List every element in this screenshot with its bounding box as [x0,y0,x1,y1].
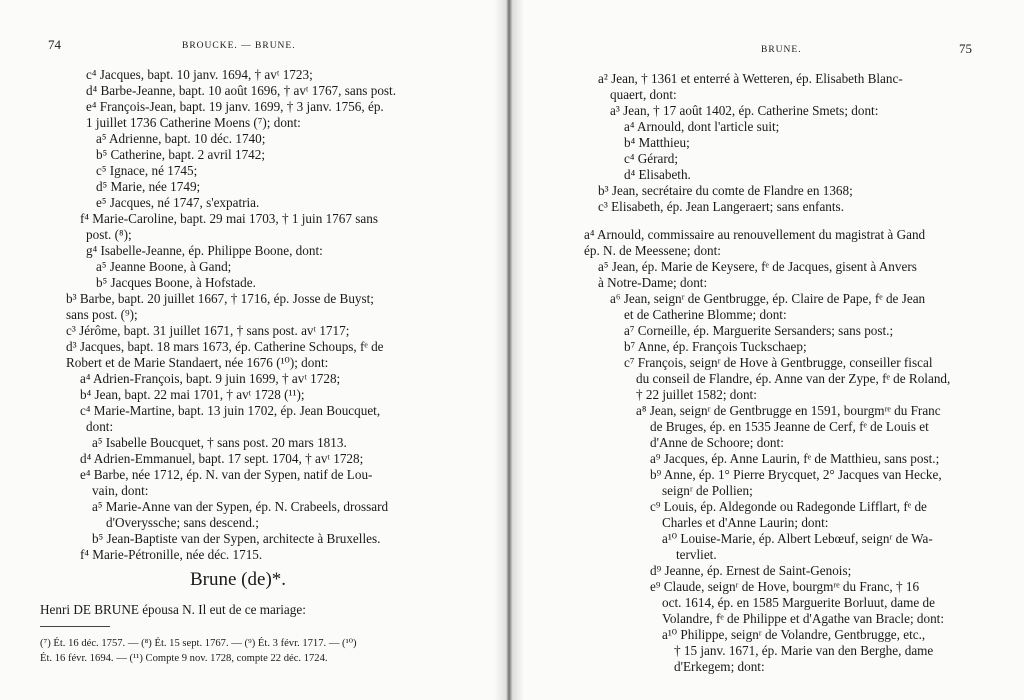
text-line: b⁵ Jean-Baptiste van der Sypen, architecte à Bruxelles. [92,531,381,546]
text-line: quaert, dont: [610,87,677,102]
text-line: b³ Barbe, bapt. 20 juillet 1667, † 1716, ép. Josse de Buyst; [66,291,374,306]
text-line: b⁵ Jacques Boone, à Hofstade. [96,275,256,290]
text-line: dont: [86,419,114,434]
text-line: f⁴ Marie-Pétronille, née déc. 1715. [80,547,263,562]
text-line: c⁷ François, seignʳ de Hove à Gentbrugge, conseiller fiscal [624,355,933,370]
text-line: b⁴ Matthieu; [624,135,690,150]
text-line: a¹⁰ Louise-Marie, ép. Albert Lebœuf, seignʳ de Wa- [662,531,933,546]
text-line: a⁵ Adrienne, bapt. 10 déc. 1740; [96,131,266,146]
text-line: b⁴ Jean, bapt. 22 mai 1701, † avᵗ 1728 (¹¹); [80,387,305,402]
text-line: e⁵ Jacques, né 1747, s'expatria. [96,195,260,210]
text-line: a⁴ Adrien-François, bapt. 9 juin 1699, † avᵗ 1728; [80,371,341,386]
text-line: a⁵ Isabelle Boucquet, † sans post. 20 mars 1813. [92,435,347,450]
text-line: f⁴ Marie-Caroline, bapt. 29 mai 1703, † 1 juin 1767 sans [80,211,378,226]
text-line: b⁷ Anne, ép. François Tuckschaep; [624,339,807,354]
text-line: d⁹ Jeanne, ép. Ernest de Saint-Genois; [650,563,852,578]
text-line: c⁴ Gérard; [624,151,679,166]
text-line: d⁴ Elisabeth. [624,167,691,182]
text-line: vain, dont: [92,483,149,498]
text-line: a⁷ Corneille, ép. Marguerite Sersanders; sans post.; [624,323,894,338]
text-line: à Notre-Dame; dont: [598,275,708,290]
text-line: seignʳ de Pollien; [662,483,753,498]
text-line: a⁵ Jean, ép. Marie de Keysere, fᵉ de Jacques, gisent à Anvers [598,259,917,274]
text-line: a⁴ Arnould, commissaire au renouvellement du magistrat à Gand [584,227,926,242]
text-line: ép. N. de Meessene; dont: [584,243,721,258]
text-line: tervliet. [676,547,717,562]
text-line: c⁹ Louis, ép. Aldegonde ou Radegonde Lifflart, fᵉ de [650,499,927,514]
text-line: e⁹ Claude, seignʳ de Hove, bourgmʳᵉ du Franc, † 16 [650,579,920,594]
text-line: a⁵ Marie-Anne van der Sypen, ép. N. Crabeels, drossard [92,499,389,514]
footnote-line: (⁷) Ét. 16 déc. 1757. — (⁸) Ét. 15 sept. 1767. — (⁹) Ét. 3 févr. 1717. — (¹⁰) [40,638,357,649]
text-line: Charles et d'Anne Laurin; dont: [662,515,829,530]
text-line: a² Jean, † 1361 et enterré à Wetteren, ép. Elisabeth Blanc- [598,71,903,86]
text-line: 1 juillet 1736 Catherine Moens (⁷); dont: [86,115,301,130]
text-line: † 22 juillet 1582; dont: [636,387,757,402]
text-line: g⁴ Isabelle-Jeanne, ép. Philippe Boone, dont: [86,243,323,258]
text-line: a⁴ Arnould, dont l'article suit; [624,119,780,134]
text-line: c⁴ Jacques, bapt. 10 janv. 1694, † avᵗ 1723; [86,67,313,82]
text-line: sans post. (⁹); [66,307,138,322]
text-line: a³ Jean, † 17 août 1402, ép. Catherine Smets; dont: [610,103,879,118]
text-line: d⁵ Marie, née 1749; [96,179,201,194]
text-line: d'Overyssche; sans descend.; [106,515,259,530]
text-line: a⁹ Jacques, ép. Anne Laurin, fᵉ de Matthieu, sans post.; [650,451,940,466]
text-line: Volandre, fᵉ de Philippe et d'Agathe van Bracle; dont: [662,611,945,626]
text-line: e⁴ Barbe, née 1712, ép. N. van der Sypen, natif de Lou- [80,467,373,482]
section-intro: Henri DE BRUNE épousa N. Il eut de ce mariage: [40,602,306,617]
footnote-rule [40,626,110,627]
running-head: BRUNE. [761,45,802,55]
right-page [518,0,1024,700]
page-number: 75 [959,41,972,56]
text-line: d⁴ Barbe-Jeanne, bapt. 10 août 1696, † avᵗ 1767, sans post. [86,83,397,98]
text-line: b³ Jean, secrétaire du comte de Flandre en 1368; [598,183,853,198]
text-line: c³ Elisabeth, ép. Jean Langeraert; sans enfants. [598,199,844,214]
text-line: a¹⁰ Philippe, seignʳ de Volandre, Gentbrugge, etc., [662,627,926,642]
text-line: b⁵ Catherine, bapt. 2 avril 1742; [96,147,266,162]
text-line: a⁶ Jean, seignʳ de Gentbrugge, ép. Claire de Pape, fᵉ de Jean [610,291,926,306]
page-number: 74 [48,37,61,52]
text-line: a⁸ Jean, seignʳ de Gentbrugge en 1591, bourgmʳᵉ du Franc [636,403,941,418]
left-page [0,0,508,700]
text-line: a⁵ Jeanne Boone, à Gand; [96,259,232,274]
footnote-line: Ét. 16 févr. 1694. — (¹¹) Compte 9 nov. 1728, compte 22 déc. 1724. [40,653,328,664]
text-line: de Bruges, ép. en 1535 Jeanne de Cerf, fᵉ de Louis et [650,419,929,434]
text-line: d³ Jacques, bapt. 18 mars 1673, ép. Catherine Schoups, fᵉ de [66,339,384,354]
text-line: Robert et de Marie Standaert, née 1676 (¹⁰); dont: [66,355,329,370]
text-line: d⁴ Adrien-Emmanuel, bapt. 17 sept. 1704, † avᵗ 1728; [80,451,364,466]
section-title: Brune (de)*. [190,569,287,590]
text-line: d'Erkegem; dont: [674,659,765,674]
text-line: c³ Jérôme, bapt. 31 juillet 1671, † sans post. avᵗ 1717; [66,323,350,338]
text-line: c⁴ Marie-Martine, bapt. 13 juin 1702, ép. Jean Boucquet, [80,403,381,418]
text-line: et de Catherine Blomme; dont: [624,307,787,322]
text-line: e⁴ François-Jean, bapt. 19 janv. 1699, † 3 janv. 1756, ép. [86,99,384,114]
text-line: † 15 janv. 1671, ép. Marie van den Berghe, dame [674,643,934,658]
text-line: du conseil de Flandre, ép. Anne van der Zype, fᵉ de Roland, [636,371,951,386]
running-head: BROUCKE. — BRUNE. [182,41,296,51]
text-line: d'Anne de Schoore; dont: [650,435,784,450]
text-line: b⁹ Anne, ép. 1° Pierre Brycquet, 2° Jacques van Hecke, [650,467,942,482]
text-line: post. (⁸); [86,227,132,242]
text-line: c⁵ Ignace, né 1745; [96,163,198,178]
text-line: oct. 1614, ép. en 1585 Marguerite Borluut, dame de [662,595,935,610]
